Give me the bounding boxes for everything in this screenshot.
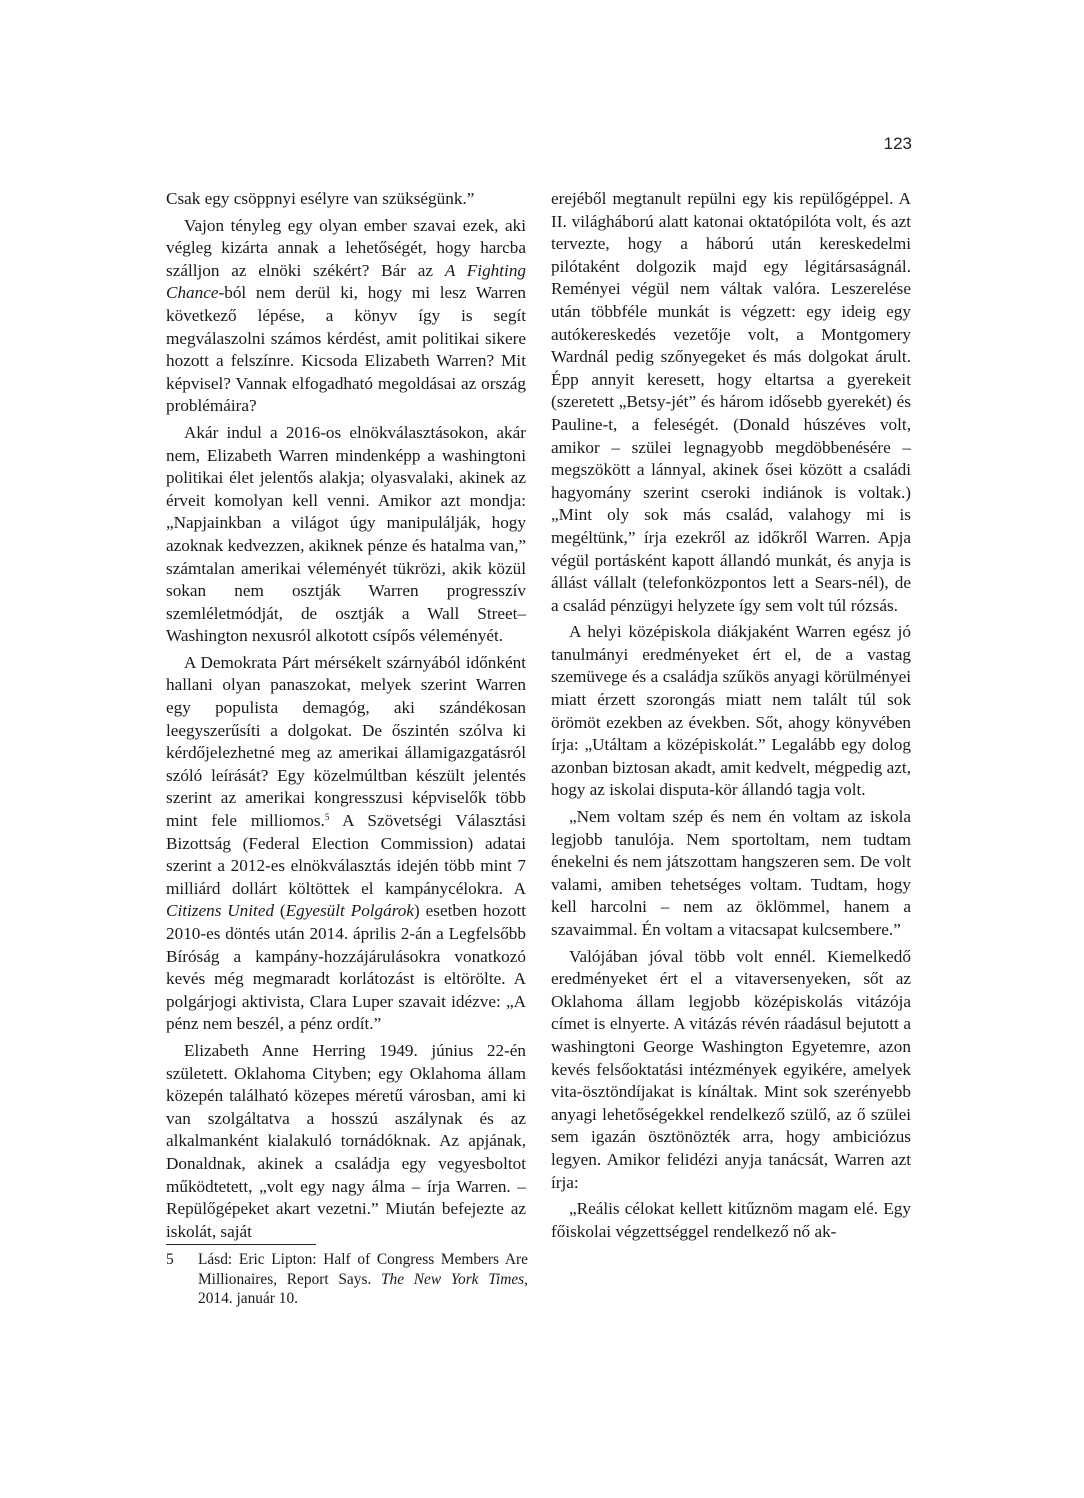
footnote-text <box>198 1250 528 1309</box>
footnote-number: 5 <box>166 1251 174 1268</box>
paragraph-4-text-b: A Szövetségi Választási Bizottság (Federal Election Commission) adatai szerint a 2012-es elnökválasztás idején több mint 7 milliárd dollárt költöttek el kampánycélokra. A <box>166 811 526 898</box>
footnote-source-title: The New York Times <box>381 1270 525 1288</box>
right-column <box>551 188 911 1247</box>
footnote-divider <box>166 1244 316 1245</box>
footnote <box>166 1250 528 1309</box>
paragraph-4-text-c: ( <box>274 901 286 921</box>
footnote-reference: 5 <box>324 812 330 823</box>
paragraph-8: Valójában jóval több volt ennél. Kiemelkedő eredményeket ért el a vitaversenyeken, sőt az Oklahoma állam legjobb középiskolás vitázója címet is elnyerte. A vitázás révén ráadásul bejutott a washingtoni George Washington Egyetemre, azon kevés felsőoktatási intézmények egyikére, amelyek vita-ösztöndíjakat is kínáltak. Mint sok szerényebb anyagi lehetőségekkel rendelkező szülő, az ő szülei sem igazán ösztönözték arra, hogy ambiciózus legyen. Amikor felidézi anyja tanácsát, Warren azt írja: <box>551 946 911 1192</box>
footnote-text-a: Lásd: Eric Lipton: Half of Congress Members Are Millionaires, Report Says. <box>198 1251 528 1288</box>
paragraph-4-text-d: ) esetben hozott 2010-es döntés után 2014. április 2-án a Legfelsőbb Bíróság a kampány-hozzájárulásokra vonatkozó kevés még megmaradt korlátozást is eltörölte. A polgárjogi aktivista, Clara Luper szavait idézve: „A pénz nem beszél, a pénz ordít.” <box>166 901 526 1034</box>
quote-block-2: „Reális célokat kellett kitűznöm magam elé. Egy főiskolai végzettséggel rendelkező nő ak- <box>551 1199 911 1241</box>
paragraph-3: Akár indul a 2016-os elnökválasztásokon, akár nem, Elizabeth Warren mindenképp a washingtoni politikai élet jelentős alakja; olyasvalaki, akinek az érveit komolyan kell venni. Amikor azt mondja: „Napjainkban a világot úgy manipulálják, hogy azoknak kedvezzen, akiknek pénze és hatalma van,” számtalan amerikai véleményét tükrözi, akik közül sokan nem osztják Warren progresszív szemléletmódját, de osztják a Wall Street–Washington nexusról alkotott csípős véleményét. <box>166 422 526 646</box>
case-name: Citizens United <box>166 901 275 921</box>
paragraph-4 <box>166 652 526 1036</box>
page-number: 123 <box>883 134 912 153</box>
paragraph-2-text-b: -ból nem derül ki, hogy mi lesz Warren következő lépése, a könyv így is segít megválaszolni számos kérdést, amit politikai sikere hozott a felszínre. Kicsoda Elizabeth Warren? Mit képvisel? Vannak elfogadható megoldásai az ország problémáira? <box>166 283 526 416</box>
paragraph-7: A helyi középiskola diákjaként Warren egész jó tanulmányi eredményeket ért el, de a vastag szemüvege és a családja szűkös anyagi körülményei miatt érzett szorongás miatt nem talált túl sok örömöt ezekben az években. Sőt, ahogy könyvében írja: „Utáltam a középiskolát.” Legalább egy dolog azonban biztosan akadt, amit kedvelt, mégpedig azt, hogy az iskolai disputa-kör állandó tagja volt. <box>551 622 911 800</box>
paragraph-1: Csak egy csöppnyi esélyre van szükségünk.” <box>166 189 475 208</box>
paragraph-2-text-a: Vajon tényleg egy olyan ember szavai ezek, aki végleg kizárta annak a lehetőségét, hogy harcba szálljon az elnöki székért? Bár az <box>166 215 526 280</box>
case-name-translation: Egyesült Polgárok <box>285 901 415 921</box>
quote-block: „Nem voltam szép és nem én voltam az iskola legjobb tanulója. Nem sportoltam, nem tudtam énekelni és nem játszottam hangszeren sem. De volt valami, amiben tehetséges voltam. Tudtam, hogy kell harcolni – nem az öklömmel, hanem a szavaimmal. Én voltam a vitacsapat kulcsembere.” <box>551 807 911 939</box>
paragraph-5: Elizabeth Anne Herring 1949. június 22-én született. Oklahoma Cityben; egy Oklahoma állam közepén található közepes méretű városban, ami ki van szolgáltatva a hosszú aszálynak és az alkalmanként kialakuló tornádóknak. Az apjának, Donaldnak, akinek a családja egy vegyesboltot működtetett, „volt egy nagy álma – írja Warren. – Repülőgépeket akart vezetni.” Miután befejezte az iskolát, saját <box>166 1040 526 1241</box>
paragraph-6: erejéből megtanult repülni egy kis repülőgéppel. A II. világháború alatt katonai oktatópilóta volt, és azt tervezte, hogy a háború után kereskedelmi pilótaként dolgozik majd egy légitársaságnál. Reményei végül nem váltak valóra. Leszerelése után többféle munkát is végzett: egy ideig egy autókereskedés vezetője volt, a Montgomery Wardnál pedig szőnyegeket és más dolgokat árult. Épp annyit keresett, hogy eltartsa a gyerekeit (szeretett „Betsy-jét” és három idősebb gyerekét) és Pauline-t, a feleségét. (Donald húszéves volt, amikor – szülei legnagyobb megdöbbenésére – megszökött a lánnyal, akinek ősei között a családi hagyomány szerint cseroki indiánok is voltak.) „Mint oly sok más család, valahogy mi is megéltünk,” írja ezekről az időkről Warren. Apja végül portásként kapott állandó munkát, és anyja is állást vállalt (telefonközpontos lett a Sears-nél), de a család pénzügyi helyzete így sem volt túl rózsás. <box>551 189 911 615</box>
left-column <box>166 188 526 1247</box>
footnote-text-b: , 2014. január 10. <box>198 1270 528 1308</box>
book-title: A Fighting Chance <box>166 260 527 303</box>
paragraph-2 <box>166 215 526 418</box>
paragraph-4-text-a: A Demokrata Párt mérsékelt szárnyából időnként hallani olyan panaszokat, melyek szerint Warren egy populista demagóg, aki szándékosan leegyszerűsíti a dolgokat. De őszintén szólva ki kérdőjelezhetné meg az amerikai államigazgatásról szóló leírását? Egy közelmúltban készült jelentés szerint az amerikai kongresszusi képviselők több mint fele milliomos. <box>166 652 526 831</box>
